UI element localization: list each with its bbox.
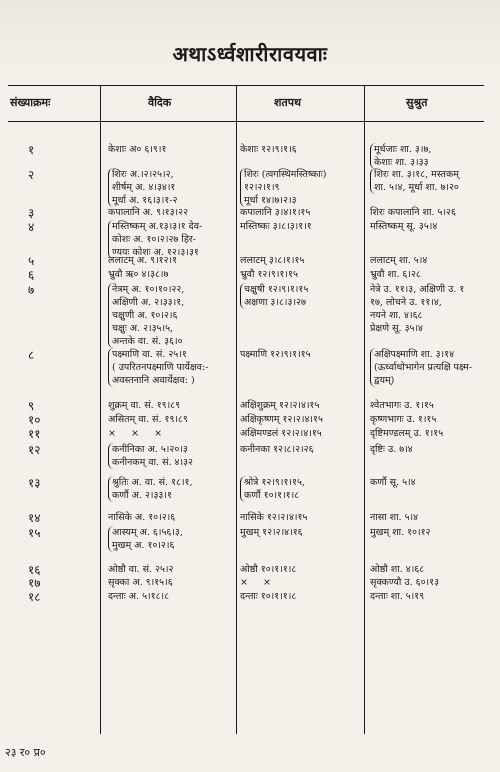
- vedic-cell: सृक्का अ. ९।१५।६: [108, 577, 173, 588]
- shatapatha-cell: अक्षिशुक्रम् १२।२।४।१५: [240, 400, 320, 411]
- sushruta-cell: मस्तिष्कम् सू. ३५।४: [370, 221, 438, 232]
- number-cell: २: [28, 168, 35, 182]
- shatapatha-cell: नासिके १२।२।४।१५: [240, 512, 308, 523]
- body-parts-table: [8, 85, 484, 734]
- shatapatha-cell: कपालानि ३।४।१।१५: [240, 207, 311, 218]
- sushruta-cell: कृष्णभागः उ. १।१५: [370, 414, 437, 425]
- vedic-cell: शुक्रम् वा. सं. १९।८९: [108, 400, 181, 411]
- shatapatha-cell: केशाः १२।९।१।६: [240, 144, 297, 155]
- number-cell: ६: [28, 268, 35, 282]
- vedic-cell: मस्तिष्कम् अ.१३।३।१ देव- कोशः अ. १०।२।२७ हिर- ण्ययः कोशः अ. १२।३।३१: [108, 220, 238, 259]
- vedic-cell: असितम् वा. सं. १९।८९: [108, 414, 188, 425]
- sushruta-cell: सृक्कण्यौ उ. ६०।१३: [370, 577, 440, 588]
- shatapatha-cell: अक्षिकृष्णम् १२।२।४।१५: [240, 414, 323, 425]
- vedic-cell: भ्रुवौ ऋ० ४।३८।७: [108, 269, 169, 280]
- shatapatha-cell: दन्ताः १०।१।१।८: [240, 591, 297, 602]
- sushruta-cell: ललाटम् शा. ५।४: [370, 255, 428, 266]
- vedic-cell: आस्यम् अ. ६।५६।३, मुखम् अ. १०।२।६: [108, 526, 238, 552]
- shatapatha-cell: मस्तिष्कः ३।८।३।१।१: [240, 221, 312, 232]
- header-shatapatha: शतपथ: [274, 96, 302, 109]
- sushruta-cell: शिरः शा. ३।१८, मस्तकम् शा. ५।४, मूर्धा शा. ७।२०: [370, 168, 488, 194]
- vedic-cell: ओष्ठौ वा. सं. २५।२: [108, 564, 174, 575]
- shatapatha-cell: मुखम् १२।२।४।१६: [240, 527, 303, 538]
- vedic-cell: ललाटम् अ. ९।१२।१: [108, 255, 178, 266]
- number-cell: ७: [28, 283, 35, 297]
- sushruta-cell: भ्रुवौ शा. ६।२८: [370, 269, 421, 280]
- header-number: संख्याक्रमः: [10, 96, 51, 109]
- sushruta-cell: नेत्रे उ. ११।३, अक्षिणी उ. १ १७, लोचने उ. ११।४, नयने शा. ४।६८ प्रेक्षणे सू. ३५।४: [370, 284, 465, 334]
- sushruta-cell: दन्ताः शा. ५।१९: [370, 591, 425, 602]
- shatapatha-cell: ललाटम् ३।८।१।१५: [240, 255, 305, 266]
- number-cell: ८: [28, 348, 35, 362]
- header-vedic: वैदिक: [148, 96, 172, 109]
- vedic-cell: पक्ष्माणि वा. सं. २५।१ ( उपरितनपक्ष्माणि पार्येक्षव:- अवस्तनानि अवार्येक्षव: ): [108, 348, 238, 387]
- sushruta-cell: कर्णौ सू. ५।४: [370, 477, 416, 488]
- number-cell: १०: [28, 413, 41, 427]
- number-cell: ११: [28, 427, 41, 441]
- vedic-cell: दन्ताः अ. ५।१८।८: [108, 591, 170, 602]
- table-header-row: [8, 86, 484, 122]
- vedic-cell: नासिके अ. १०।२।६: [108, 512, 176, 523]
- number-cell: ३: [28, 206, 35, 220]
- number-cell: १: [28, 143, 35, 157]
- sushruta-cell: ओष्ठौ शा. ४।६८: [370, 564, 425, 575]
- number-cell: १२: [28, 443, 41, 457]
- shatapatha-cell: × ×: [240, 577, 272, 588]
- sushruta-cell: अक्षिपक्ष्माणि शा. ३।१४ (ऊर्ध्वाधोभागेन प्रत्यक्षि पक्ष्म- द्वयम्): [370, 348, 488, 387]
- number-cell: १५: [28, 526, 41, 540]
- number-cell: १३: [28, 476, 41, 490]
- vedic-cell: कनीनिका अ. ५।२०।३ कनीनकम् वा. सं. ४।३२: [108, 443, 238, 469]
- shatapatha-cell: कनीनका १२।८।२।२६: [240, 444, 314, 455]
- number-cell: १७: [28, 576, 41, 590]
- column-divider: [100, 86, 101, 734]
- vedic-cell: केशाः अ० ६।९।१: [108, 144, 167, 155]
- vedic-cell: कपालानि अ. ९।१३।२२: [108, 207, 189, 218]
- sushruta-cell: शिरः कपालानि शा. ५।२६: [370, 207, 456, 218]
- page-title: अथाऽर्ध्वशारीरावयवाः: [172, 42, 328, 66]
- shatapatha-cell: ओष्ठौ १०।१।१।८: [240, 564, 297, 575]
- header-sushruta: सुश्रुत: [406, 96, 428, 109]
- page-footer-signature: २३ र० प्र०: [5, 746, 46, 759]
- number-cell: ४: [28, 220, 35, 234]
- vedic-cell: श्रुतिः अ. वा. सं. १८।१, कर्णौ अ. २।३३।१: [108, 476, 238, 502]
- number-cell: ५: [28, 254, 35, 268]
- sushruta-cell: श्वेतभागः उ. १।१५: [370, 400, 434, 411]
- shatapatha-cell: शिरः (त्वगस्थिमस्तिष्काः) १२।२।१।९ मूर्धा १४।७।२।३: [240, 168, 369, 207]
- sushruta-cell: नासा शा. ५।४: [370, 512, 419, 523]
- vedic-cell: × × ×: [108, 428, 163, 439]
- sushruta-cell: दृष्टिमण्डलम् उ. १।१५: [370, 428, 444, 439]
- shatapatha-cell: श्रोत्रे १२।९।१।१५, कर्णौ १०।१।१।८: [240, 476, 369, 502]
- sushruta-cell: दृष्टिः उ. ७।४: [370, 444, 413, 455]
- sushruta-cell: मुखम् शा. १०।१२: [370, 527, 431, 538]
- vedic-cell: नेत्रम् अ. १०।१०।२२, अक्षिणी अ. २।३३।१, चक्षुणी अ. १०।२।६ चक्षुः अ. २।३५।५, अन्तके वा. सं. ३६।०: [108, 283, 238, 348]
- number-cell: ९: [28, 399, 35, 413]
- shatapatha-cell: भ्रुवौ १२।९।१।१५: [240, 269, 298, 280]
- number-cell: १८: [28, 590, 41, 604]
- number-cell: १४: [28, 511, 41, 525]
- shatapatha-cell: चक्षुषी १२।९।१।१५ अक्षणा ३।८।३।२७: [240, 283, 369, 309]
- vedic-cell: शिरः अ.।२।२५।२, शीर्षम् अ. ४।३४।१ मूर्धा अ. १६।३।१-२: [108, 168, 238, 207]
- shatapatha-cell: पक्ष्माणि १२।९।१।१५: [240, 349, 311, 360]
- number-cell: १६: [28, 563, 41, 577]
- sushruta-cell: मूर्धजाः शा. ३।७, केशाः शा. ३।३३: [370, 143, 488, 169]
- shatapatha-cell: अक्षिमण्डलं १२।२।४।१५: [240, 428, 322, 439]
